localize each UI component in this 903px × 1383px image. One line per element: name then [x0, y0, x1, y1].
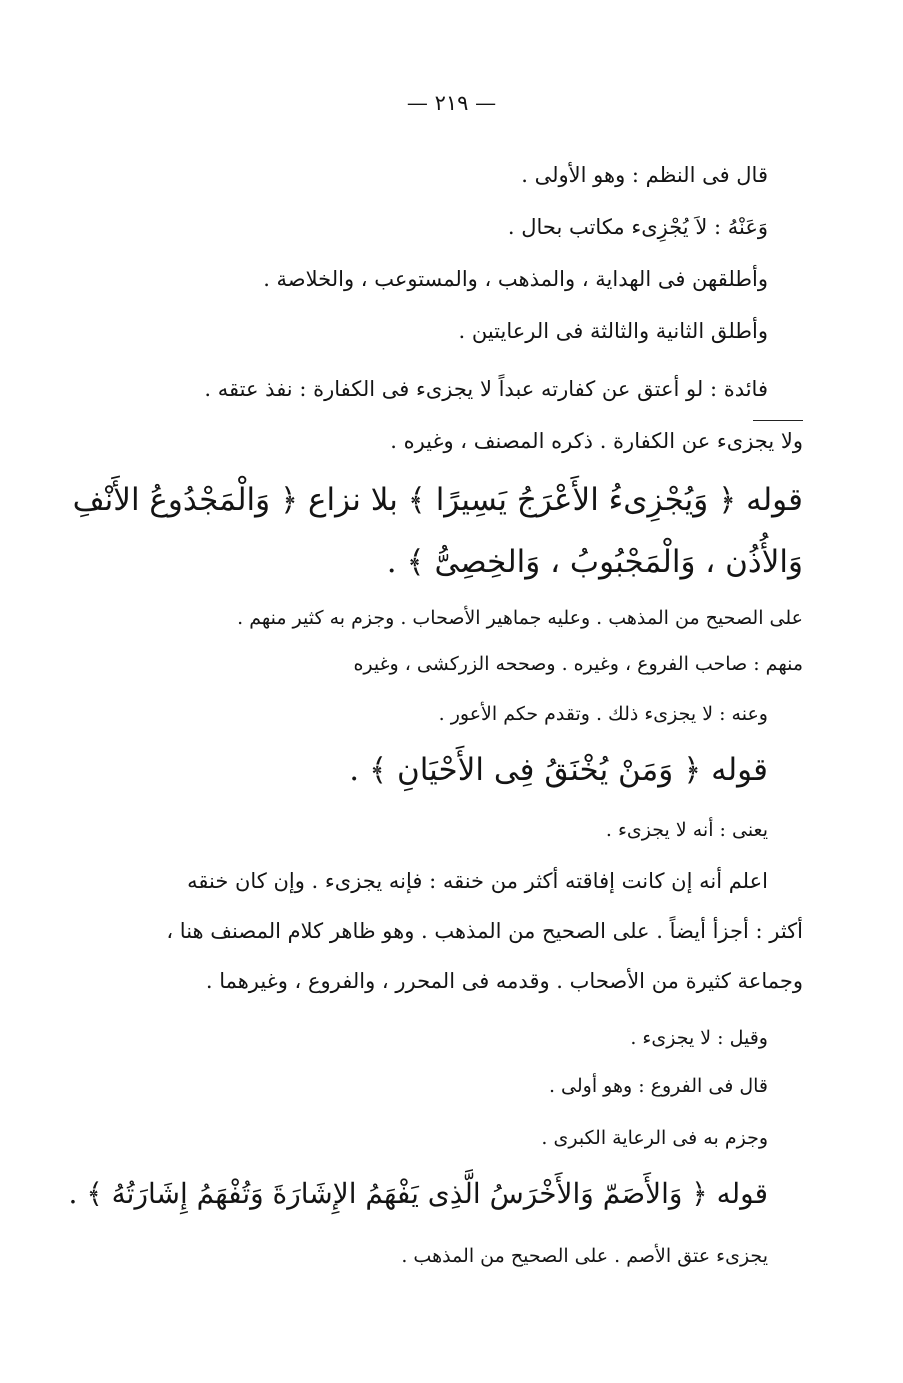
text-line: على الصحيح من المذهب . وعليه جماهير الأصحاب . وجزم به كثير منهم .: [237, 607, 803, 629]
fawaid-line: فائدة : لو أعتق عن كفارته عبداً لا يجزىء فى الكفارة : نفذ عتقه .: [204, 377, 768, 401]
quoted-heading: قوله ﴿ وَيُجْزِىءُ الأَعْرَجُ يَسِيرًا ﴾ بلا نزاع ﴿ وَالْمَجْدُوعُ الأَنْفِ: [72, 482, 803, 518]
quoted-heading: قوله ﴿ وَالأَصَمّ وَالأَخْرَسُ الَّذِى يَفْهَمُ الإِشَارَةَ وَتُفْهَمُ إِشَارَتُهُ ﴾ .: [68, 1177, 768, 1210]
quoted-heading-continued: وَالأُذُن ، وَالْمَجْبُوبُ ، وَالخِصِىُّ ﴾ .: [386, 544, 803, 580]
text-line: وجزم به فى الرعاية الكبرى .: [541, 1127, 768, 1149]
text-line: وَعَنْهُ : لاَ يُجْزِىء مكاتب بحال .: [507, 215, 768, 239]
underline-rule: [753, 420, 803, 421]
text-line: وأطلق الثانية والثالثة فى الرعايتين .: [458, 319, 768, 343]
text-line: قال فى الفروع : وهو أولى .: [548, 1075, 768, 1097]
text-line: منهم : صاحب الفروع ، وغيره . وصححه الزركشى ، وغيره: [353, 653, 803, 675]
quoted-heading: قوله ﴿ وَمَنْ يُخْنَقُ فِى الأَحْيَانِ ﴾ .: [349, 752, 768, 788]
text-line: وجماعة كثيرة من الأصحاب . وقدمه فى المحرر ، والفروع ، وغيرهما .: [205, 969, 803, 993]
text-line: يعنى : أنه لا يجزىء .: [605, 819, 768, 841]
text-line: ولا يجزىء عن الكفارة . ذكره المصنف ، وغيره .: [390, 429, 803, 453]
text-line: وأطلقهن فى الهداية ، والمذهب ، والمستوعب ، والخلاصة .: [263, 267, 768, 291]
text-line: وعنه : لا يجزىء ذلك . وتقدم حكم الأعور .: [438, 703, 768, 725]
text-line: يجزىء عتق الأصم . على الصحيح من المذهب .: [401, 1245, 768, 1267]
page-number: — ٢١٩ —: [406, 91, 497, 115]
text-line: اعلم أنه إن كانت إفاقته أكثر من خنقه : فإنه يجزىء . وإن كان خنقه: [187, 869, 768, 893]
text-line: أكثر : أجزأ أيضاً . على الصحيح من المذهب . وهو ظاهر كلام المصنف هنا ،: [166, 919, 803, 943]
text-line: قال فى النظم : وهو الأولى .: [521, 163, 768, 187]
text-line: وقيل : لا يجزىء .: [630, 1027, 768, 1049]
